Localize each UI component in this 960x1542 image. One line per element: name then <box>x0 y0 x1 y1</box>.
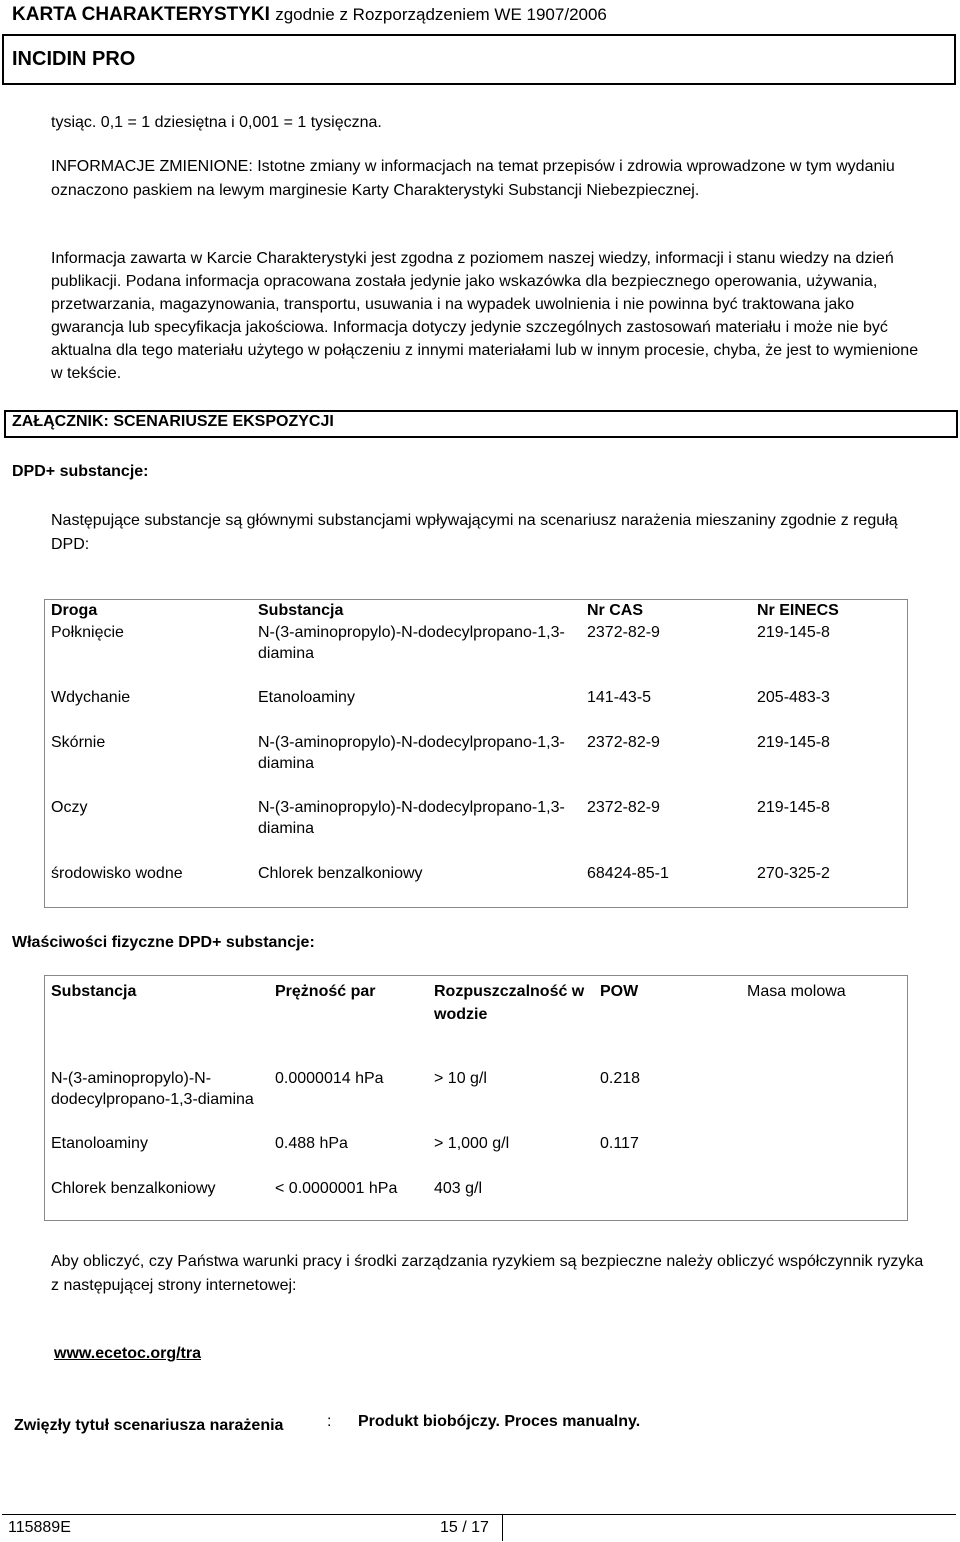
annex-title: ZAŁĄCZNIK: SCENARIUSZE EKSPOZYCJI <box>12 413 334 430</box>
ecetoc-tra-link[interactable]: www.ecetoc.org/tra <box>54 1345 201 1362</box>
table-cell: 141-43-5 <box>587 688 652 706</box>
table-cell: Chlorek benzalkoniowy <box>51 1179 216 1197</box>
table-cell: Etanoloaminy <box>258 688 355 706</box>
document-title-main: KARTA CHARAKTERYSTYKI <box>12 4 270 25</box>
table-cell: 270-325-2 <box>757 864 830 882</box>
document-subtitle: zgodnie z Rozporządzeniem WE 1907/2006 <box>275 5 607 24</box>
table-row <box>45 687 908 732</box>
product-name-box <box>2 34 956 85</box>
column-header: Nr CAS <box>587 602 644 619</box>
table-cell: > 10 g/l <box>434 1069 487 1087</box>
table-cell: < 0.0000001 hPa <box>275 1179 398 1197</box>
table-cell: Chlorek benzalkoniowy <box>258 864 423 882</box>
paragraph-decimal-note: tysiąc. 0,1 = 1 dziesiętna i 0,001 = 1 tysięczna. <box>51 114 382 131</box>
table-cell: N-(3-aminopropylo)-N-dodecylpropano-1,3-diamina <box>51 1069 254 1108</box>
table-cell: > 1,000 g/l <box>434 1134 510 1152</box>
table-cell: Wdychanie <box>51 688 131 706</box>
dpd-heading: DPD+ substancje: <box>12 463 149 480</box>
physical-properties-table <box>44 975 908 1221</box>
column-header: Masa molowa <box>747 983 846 1000</box>
exposure-routes-table <box>44 599 908 908</box>
paragraph-disclaimer: Informacja zawarta w Karcie Charakterystyki jest zgodna z poziomem naszej wiedzy, informacji i stanu wiedzy na dzień publikacji. Podana informacja opracowana została jedynie jako wskazówka dla bezpiecznego operowania, używania, przetwarzania, magazynowania, transportu, usuwania i na wypadek uwolnienia i nie powinna być traktowana jako gwarancja lub specyfikacja jakościowa. Informacja dotyczy jedynie szczególnych zastosowań materiału i może nie być aktualna dla tego materiału użytego w połączeniu z innymi materiałami lub w innym procesie, chyba, że jest to wymienione w tekście. <box>51 250 919 382</box>
table-cell: 403 g/l <box>434 1179 483 1197</box>
product-name: INCIDIN PRO <box>12 48 136 70</box>
column-header: Rozpuszczalność w wodzie <box>434 983 585 1023</box>
column-header: POW <box>600 983 639 1000</box>
column-header: Nr EINECS <box>757 602 839 619</box>
table-cell: środowisko wodne <box>51 864 183 882</box>
table-cell: Skórnie <box>51 733 106 751</box>
table-cell: 205-483-3 <box>757 688 830 706</box>
column-header: Prężność par <box>275 983 376 1000</box>
table-cell: 68424-85-1 <box>587 864 669 882</box>
table-cell: 219-145-8 <box>757 623 830 641</box>
column-header: Substancja <box>51 983 137 1000</box>
physical-properties-heading: Właściwości fizyczne DPD+ substancje: <box>12 934 315 951</box>
table-row <box>45 732 908 797</box>
document-title <box>12 4 607 26</box>
table-row <box>45 1178 908 1221</box>
table-cell <box>741 1133 908 1178</box>
table-cell <box>594 1178 741 1221</box>
table-cell <box>741 1178 908 1221</box>
risk-calculation-text: Aby obliczyć, czy Państwa warunki pracy i środki zarządzania ryzykiem są bezpieczne należy obliczyć współczynnik ryzyka z następującej strony internetowej: <box>51 1253 924 1294</box>
table-row <box>45 622 908 687</box>
table-cell: 219-145-8 <box>757 733 830 751</box>
table-row <box>45 1068 908 1133</box>
page-number: 15 / 17 <box>440 1519 489 1536</box>
table-cell: 0.117 <box>600 1134 639 1152</box>
table-cell: N-(3-aminopropylo)-N-dodecylpropano-1,3-diamina <box>258 623 565 662</box>
table-cell: N-(3-aminopropylo)-N-dodecylpropano-1,3-diamina <box>258 733 565 772</box>
table-cell: 2372-82-9 <box>587 733 660 751</box>
document-id: 115889E <box>8 1519 71 1536</box>
table-header-row <box>45 976 908 1068</box>
table-cell <box>741 1068 908 1133</box>
paragraph-changed-info: INFORMACJE ZMIENIONE: Istotne zmiany w informacjach na temat przepisów i zdrowia wprowadzone w tym wydaniu oznaczono paskiem na lewym marginesie Karty Charakterystyki Substancji Niebezpiecznej. <box>51 158 895 199</box>
scenario-title-label: Zwięzły tytuł scenariusza narażenia <box>14 1417 284 1434</box>
table-header-row <box>45 600 908 622</box>
table-cell: 2372-82-9 <box>587 623 660 641</box>
table-cell: N-(3-aminopropylo)-N-dodecylpropano-1,3-diamina <box>258 798 565 837</box>
table-cell: 2372-82-9 <box>587 798 660 816</box>
table-cell: Etanoloaminy <box>51 1134 148 1152</box>
table-cell: Oczy <box>51 798 88 816</box>
scenario-title-value: Produkt biobójczy. Proces manualny. <box>358 1413 641 1430</box>
footer-box <box>2 1515 503 1541</box>
table-cell: 0.218 <box>600 1069 641 1087</box>
column-header: Substancja <box>258 602 344 619</box>
dpd-intro: Następujące substancje są głównymi substancjami wpływającymi na scenariusz narażenia mieszaniny zgodnie z regułą DPD: <box>51 512 898 553</box>
column-header: Droga <box>51 602 98 619</box>
table-row <box>45 1133 908 1178</box>
table-cell: 219-145-8 <box>757 798 830 816</box>
table-cell: 0.488 hPa <box>275 1134 348 1152</box>
scenario-title-colon: : <box>327 1413 332 1430</box>
table-row <box>45 863 908 908</box>
table-row <box>45 797 908 863</box>
table-cell: Połknięcie <box>51 623 124 641</box>
table-cell: 0.0000014 hPa <box>275 1069 384 1087</box>
